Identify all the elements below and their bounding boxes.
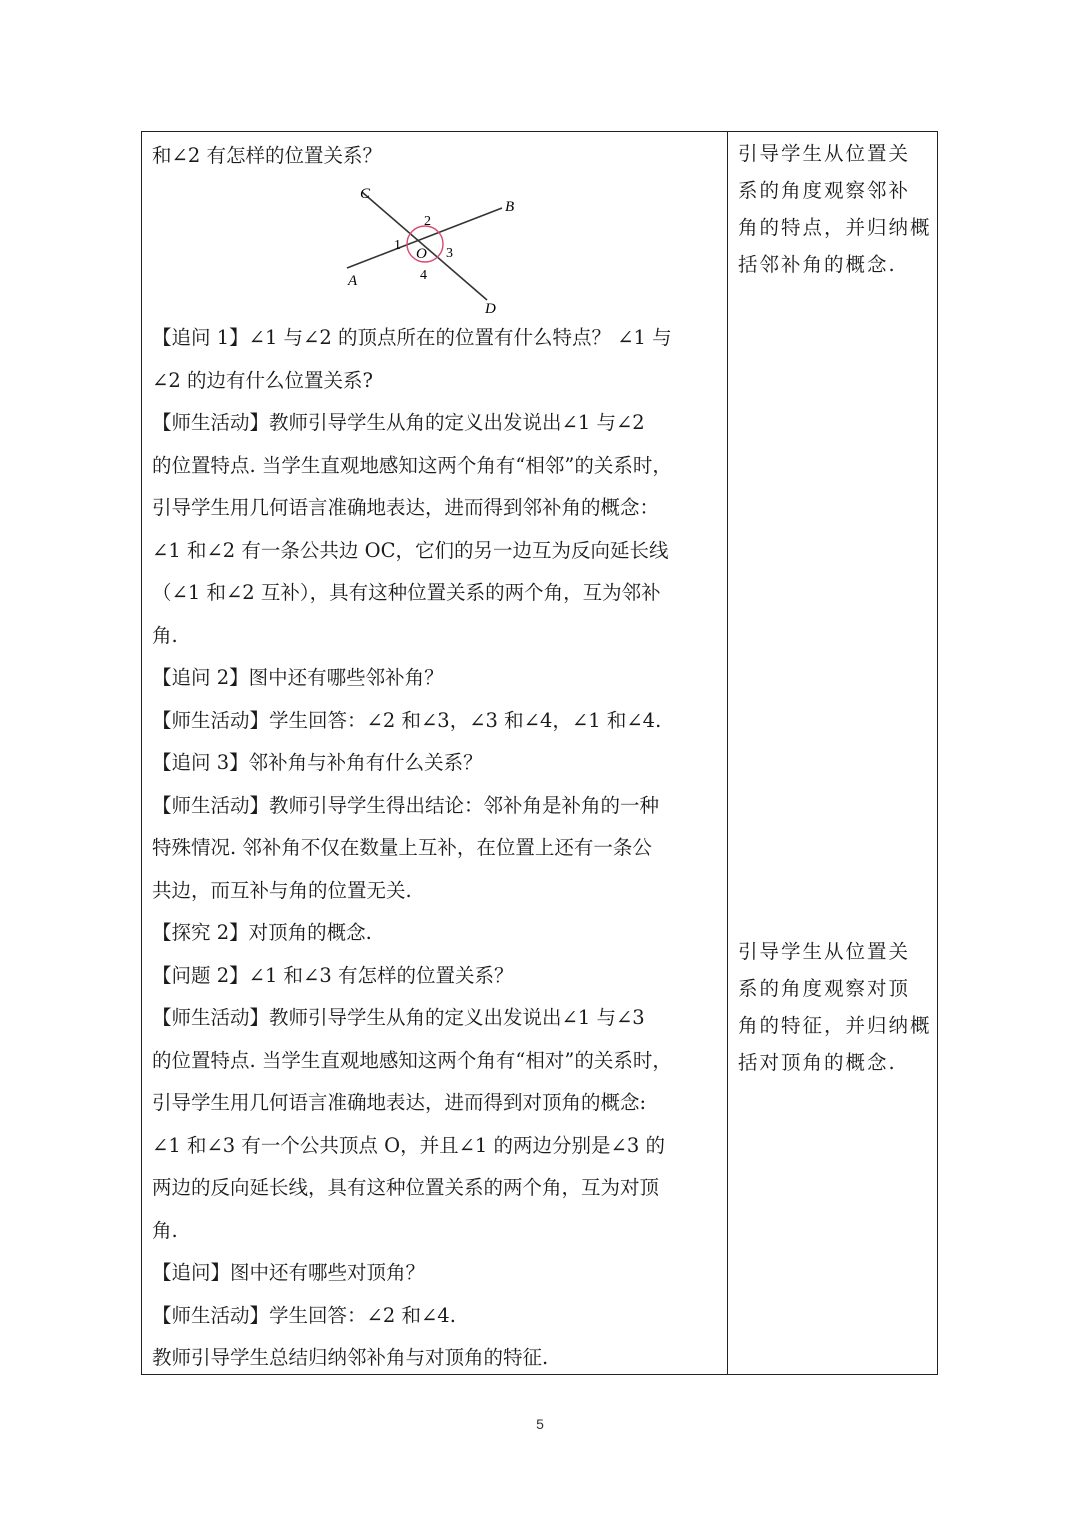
label-angle-3: 3 (446, 246, 453, 261)
label-a: A (348, 273, 358, 289)
column-divider (727, 132, 728, 1374)
note-line: 角的特点，并归纳概 (738, 216, 932, 239)
text-line: 【师生活动】教师引导学生从角的定义出发说出∠1 与∠2 (152, 411, 645, 434)
text-line: 【追问 2】图中还有哪些邻补角？ (152, 666, 444, 689)
text-line: 【师生活动】教师引导学生得出结论：邻补角是补角的一种 (152, 794, 660, 817)
main-content-cell (142, 132, 727, 1374)
label-c: C (360, 186, 371, 202)
label-o: O (416, 246, 427, 262)
text-line: 【探究 2】对顶角的概念. (152, 921, 372, 944)
note-line: 括邻补角的概念. (738, 253, 897, 276)
design-note-cell (729, 132, 937, 1374)
text-line: ∠1 和∠2 有一条公共边 OC，它们的另一边互为反向延长线 (152, 539, 669, 562)
label-angle-1: 1 (394, 238, 401, 253)
text-line: 引导学生用几何语言准确地表达，进而得到邻补角的概念： (152, 496, 660, 519)
text-line: 的位置特点. 当学生直观地感知这两个角有“相邻”的关系时， (152, 454, 672, 477)
label-b: B (505, 199, 515, 215)
text-line: 【追问】图中还有哪些对顶角？ (152, 1261, 426, 1284)
intersecting-lines-figure (342, 179, 515, 319)
text-line: 【追问 1】∠1 与∠2 的顶点所在的位置有什么特点？ ∠1 与 (152, 326, 672, 349)
note-line: 引导学生从位置关 (738, 940, 911, 963)
text-line: 角. (152, 624, 178, 647)
text-line: 【师生活动】教师引导学生从角的定义出发说出∠1 与∠3 (152, 1006, 645, 1029)
text-line: （∠1 和∠2 互补），具有这种位置关系的两个角，互为邻补 (152, 581, 661, 604)
note-line: 系的角度观察邻补 (738, 179, 911, 202)
text-line: ∠1 和∠3 有一个公共顶点 O，并且∠1 的两边分别是∠3 的 (152, 1134, 665, 1157)
text-line: 【师生活动】学生回答：∠2 和∠4. (152, 1304, 456, 1327)
text-line: 的位置特点. 当学生直观地感知这两个角有“相对”的关系时， (152, 1049, 672, 1072)
text-line: ∠2 的边有什么位置关系? (152, 369, 373, 392)
note-line: 括对顶角的概念. (738, 1051, 897, 1074)
text-line: 角. (152, 1219, 178, 1242)
text-line: 和∠2 有怎样的位置关系？ (152, 144, 382, 167)
page-number: 5 (536, 1416, 544, 1432)
label-angle-2: 2 (424, 214, 431, 229)
note-line: 角的特征，并归纳概 (738, 1014, 932, 1037)
text-line: 引导学生用几何语言准确地表达，进而得到对顶角的概念: (152, 1091, 647, 1114)
note-line: 引导学生从位置关 (738, 142, 911, 165)
label-d: D (485, 301, 496, 317)
text-line: 特殊情况. 邻补角不仅在数量上互补，在位置上还有一条公 (152, 836, 652, 859)
text-line: 教师引导学生总结归纳邻补角与对顶角的特征. (152, 1346, 549, 1369)
text-line: 【问题 2】∠1 和∠3 有怎样的位置关系？ (152, 964, 514, 987)
text-line: 【师生活动】学生回答：∠2 和∠3，∠3 和∠4，∠1 和∠4. (152, 709, 662, 732)
note-line: 系的角度观察对顶 (738, 977, 911, 1000)
text-line: 【追问 3】邻补角与补角有什么关系？ (152, 751, 483, 774)
lesson-table (141, 131, 938, 1375)
label-angle-4: 4 (420, 268, 427, 283)
text-line: 共边，而互补与角的位置无关. (152, 879, 412, 902)
text-line: 两边的反向延长线，具有这种位置关系的两个角，互为对顶 (152, 1176, 660, 1199)
